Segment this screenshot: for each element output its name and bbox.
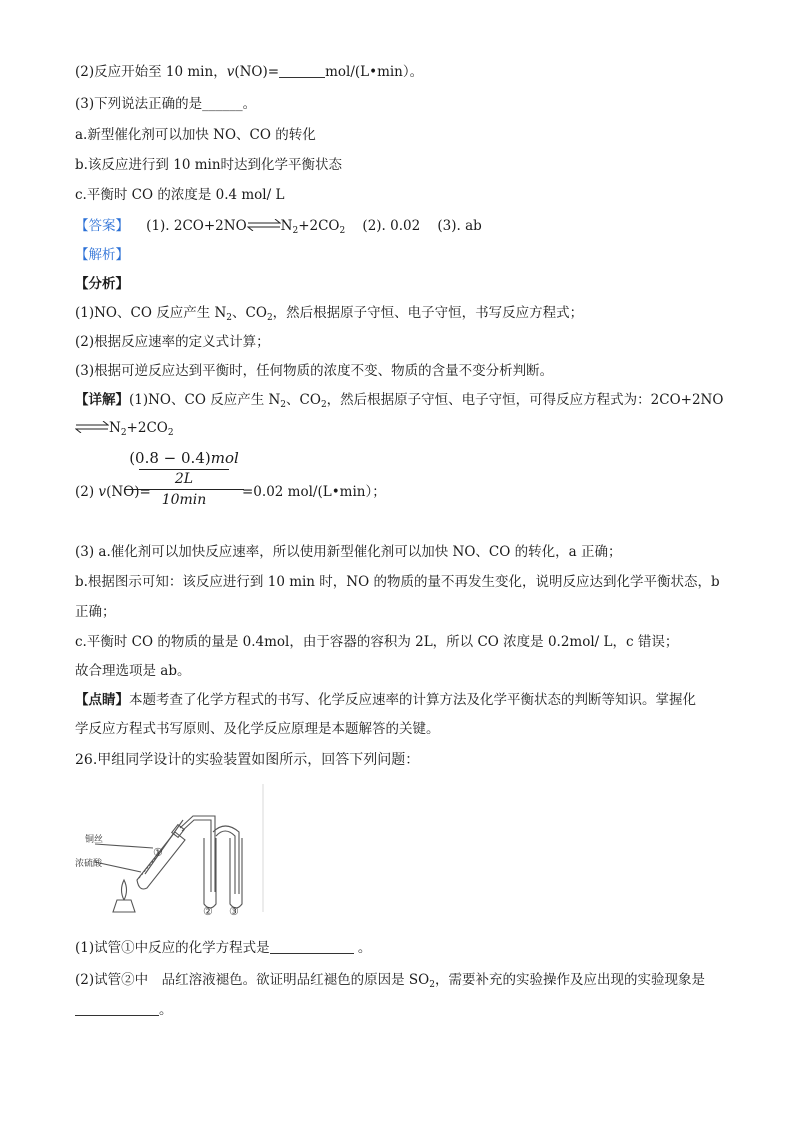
q2-suffix: mol/(L•min）。 xyxy=(325,64,424,80)
analysis-tag: 【解析】 xyxy=(75,247,129,263)
label-tube-2: ② xyxy=(203,905,213,917)
calc-line: (2) v(NO)= xyxy=(75,484,151,500)
analysis-3: (3)根据可逆反应达到平衡时，任何物质的浓度不变、物质的含量不变分析判断。 xyxy=(75,363,554,379)
q2-mid: (NO)= xyxy=(234,64,280,80)
fraction-denominator: 10min xyxy=(161,492,207,508)
option-b: b.该反应进行到 10 min时达到化学平衡状态 xyxy=(75,157,343,173)
detail-3b-line2: 正确； xyxy=(75,604,116,620)
question-2-line xyxy=(75,62,423,82)
detail-conclusion: 故合理选项是 ab。 xyxy=(75,663,191,679)
fraction-inner-denominator: 2L xyxy=(174,471,194,487)
answer-blank[interactable] xyxy=(75,1001,159,1016)
question-26-title: 26.甲组同学设计的实验装置如图所示，回答下列问题： xyxy=(75,752,420,768)
answer-part-2: (2). 0.02 xyxy=(362,218,421,234)
detail-tag: 【详解】 xyxy=(75,392,129,408)
question-26-2: (2)试管②中 品红溶液褪色。欲证明品红褪色的原因是 $SO_2$，需要补充的实验操作及应出现的实验现象是 xyxy=(75,972,705,990)
answer-part-3: (3). ab xyxy=(437,218,482,234)
detail-3a: (3) a.催化剂可以加快反应速率，所以使用新型催化剂可以加快 NO、CO 的转化，a 正确； xyxy=(75,544,622,560)
equilibrium-arrow-icon xyxy=(247,219,281,231)
dianjing-line-1: 【点睛】本题考查了化学方程式的书写、化学反应速率的计算方法及化学平衡状态的判断等知识。掌握化 xyxy=(75,692,696,708)
answer-line: 【答案】 (1). 2CO+2NO $N_2+2CO_2$ (2). 0.02 (3). ab xyxy=(75,218,482,236)
analysis-2: (2)根据反应速率的定义式计算； xyxy=(75,334,270,350)
answer-co2: +2CO xyxy=(298,218,340,234)
option-a: a.新型催化剂可以加快 NO、CO 的转化 xyxy=(75,127,316,143)
answer-part-1: (1). 2CO+2NO xyxy=(146,218,247,234)
question-3-line: (3)下列说法正确的是______。 xyxy=(75,96,257,112)
label-conc-acid: 浓硫酸 xyxy=(75,859,103,869)
calc-result: =0.02 mol/(L•min）； xyxy=(242,484,386,500)
analysis-1: (1)NO、CO 反应产生 $N_2$、$CO_2$，然后根据原子守恒、电子守恒，书写反应方程式； xyxy=(75,305,584,323)
q2-prefix: (2)反应开始至 10 min， xyxy=(75,64,227,80)
rate-fraction xyxy=(124,448,244,508)
detail-3c: c.平衡时 CO 的物质的量是 0.4mol，由于容器的容积为 2L，所以 CO 浓度是 0.2mol/ L，c 错误； xyxy=(75,634,679,650)
equilibrium-arrow-icon xyxy=(75,421,109,433)
q2-v-symbol: v xyxy=(226,64,235,80)
question-26-2-answer: 。 xyxy=(75,1000,173,1020)
answer-tag: 【答案】 xyxy=(75,218,129,234)
label-tube-1: ① xyxy=(153,846,163,859)
answer-n2: N xyxy=(280,218,293,234)
answer-blank[interactable] xyxy=(270,939,354,954)
answer-blank[interactable] xyxy=(279,63,325,78)
detail-3b-line1: b.根据图示可知：该反应进行到 10 min 时，NO 的物质的量不再发生变化，说明反应达到化学平衡状态，b xyxy=(75,574,720,590)
main-fraction-bar xyxy=(124,489,244,490)
question-26-1: (1)试管①中反应的化学方程式是 。 xyxy=(75,940,372,956)
option-c: c.平衡时 CO 的浓度是 0.4 mol/ L xyxy=(75,187,285,203)
apparatus-figure xyxy=(75,782,270,917)
dianjing-line-2: 学反应方程式书写原则、及化学反应原理是本题解答的关键。 xyxy=(75,721,440,737)
dianjing-tag: 【点睛】 xyxy=(75,692,129,708)
label-copper-wire: 铜丝 xyxy=(85,835,104,845)
detail-line-2: $N_2+2CO_2$ xyxy=(75,418,174,443)
fraction-numerator: (0.8 − 0.4)mol xyxy=(129,449,239,467)
apparatus-diagram xyxy=(75,782,270,917)
detail-line-1: 【详解】(1)NO、CO 反应产生 $N_2$、$CO_2$，然后根据原子守恒、电子守恒，可得反应方程式为：2CO+2NO xyxy=(75,392,724,410)
label-tube-3: ③ xyxy=(229,905,239,917)
analysis-heading: 【分析】 xyxy=(75,276,129,292)
